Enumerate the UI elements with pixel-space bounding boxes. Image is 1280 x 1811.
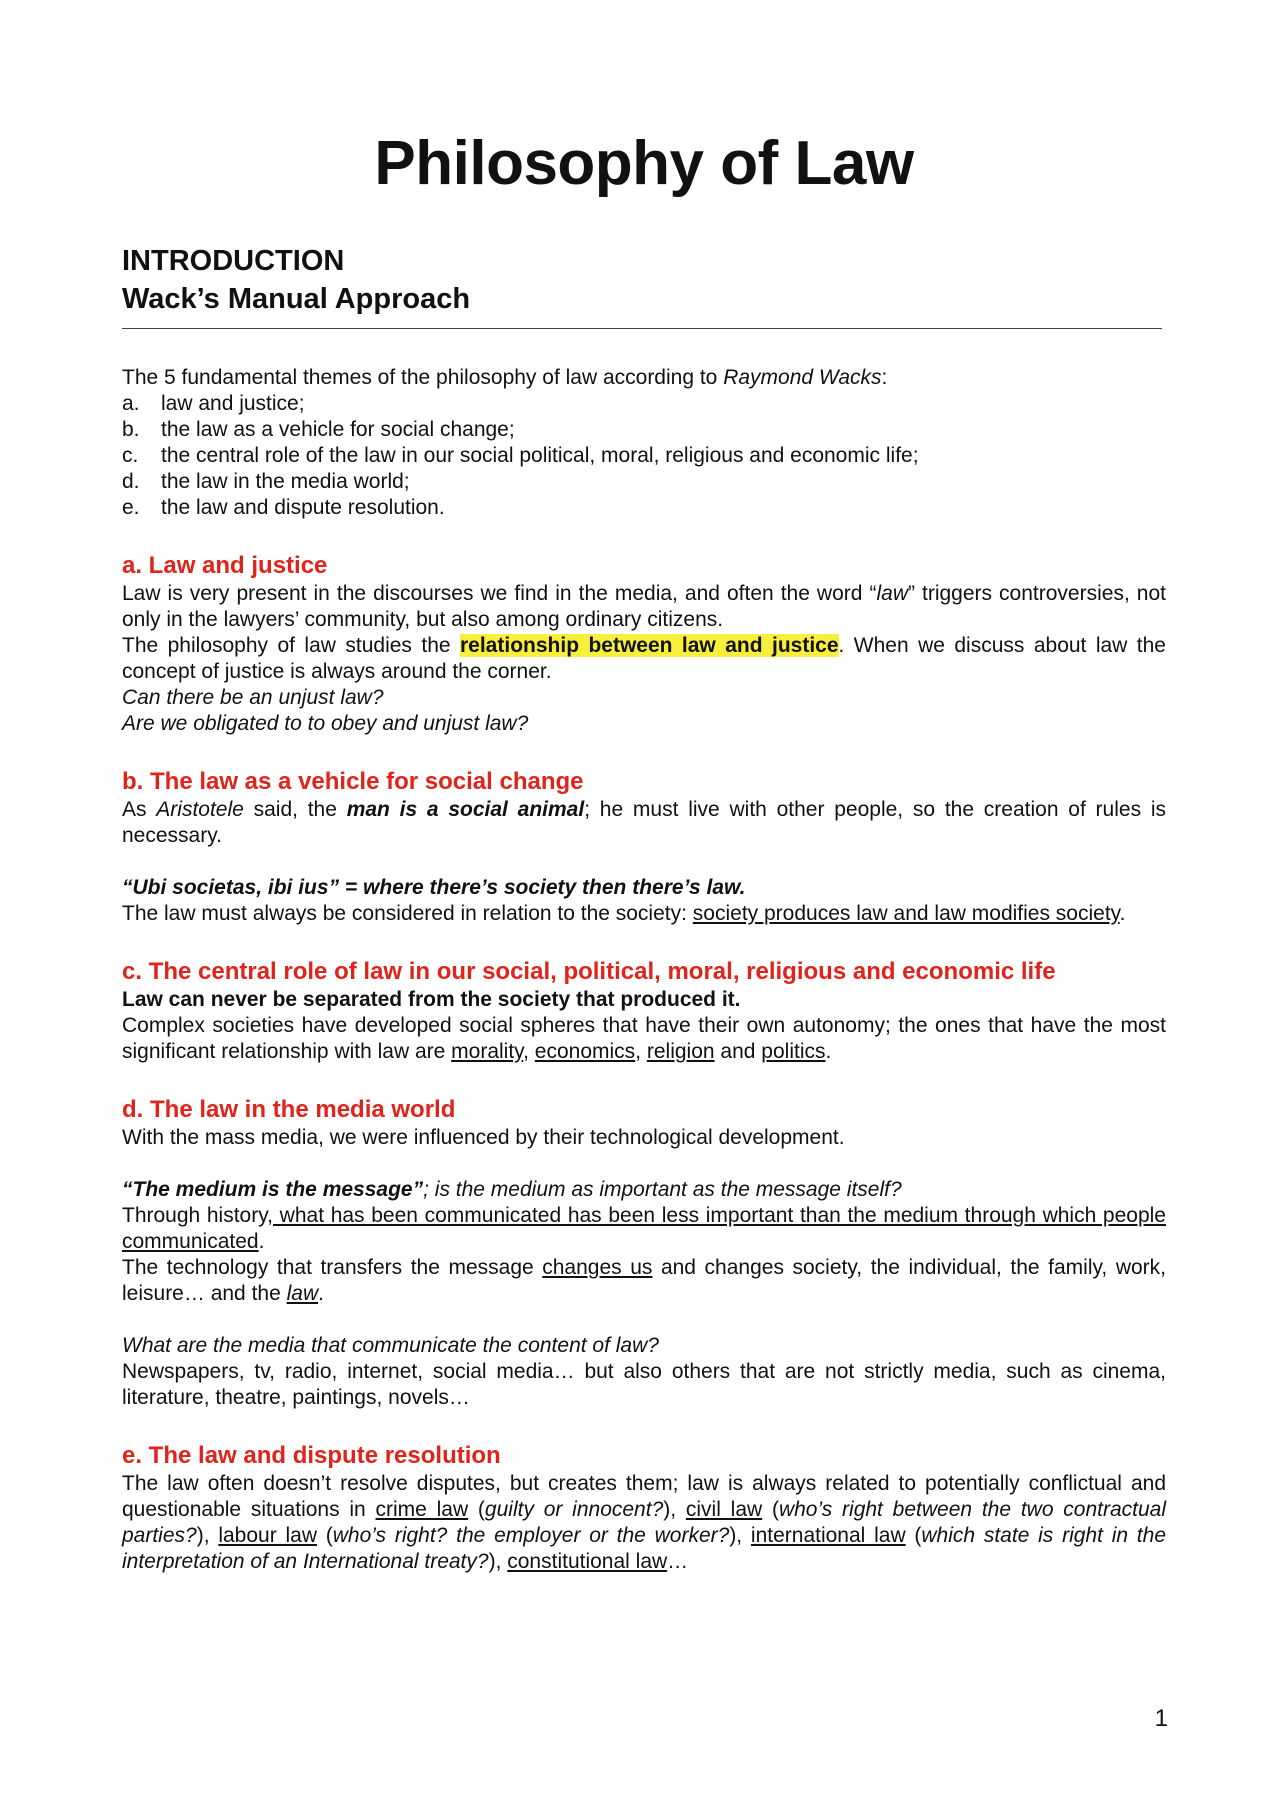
section-law-and-justice: [122, 551, 1166, 737]
list-item: [122, 469, 1166, 495]
section-dispute-resolution: [122, 1441, 1166, 1575]
underlined-text: economics: [534, 1040, 636, 1063]
text: As: [122, 798, 157, 821]
text-italic: guilty or innocent?: [484, 1498, 664, 1521]
text: Ubi societas, ibi ius: [132, 876, 329, 899]
approach-heading: Wack’s Manual Approach: [122, 283, 471, 315]
introduction-heading: INTRODUCTION: [122, 245, 345, 277]
text: said, the: [243, 798, 347, 821]
question: Are we obligated to to obey and unjust law?: [122, 712, 529, 735]
text: (: [762, 1498, 779, 1521]
intro-lead-text: The 5 fundamental themes of the philosophy of law according to: [122, 366, 724, 389]
intro-author: Raymond Wacks: [723, 366, 882, 389]
divider: [122, 328, 1162, 329]
underlined-text: politics: [761, 1040, 826, 1063]
underlined-text: crime law: [375, 1498, 469, 1521]
text: .: [318, 1282, 324, 1305]
text: ),: [196, 1524, 219, 1547]
list-marker: e.: [122, 496, 140, 519]
paragraph: [122, 1013, 1166, 1065]
text: The law must always be considered in relation to the society:: [122, 902, 693, 925]
text: ,: [523, 1040, 535, 1063]
text: …: [667, 1550, 689, 1573]
section-central-role: [122, 957, 1166, 1065]
text: Law is very present in the discourses we find in the media, and often the word “: [122, 582, 877, 605]
question: Can there be an unjust law?: [122, 686, 384, 709]
section-heading: b. The law as a vehicle for social change: [122, 768, 584, 795]
section-heading: c. The central role of law in our social, political, moral, religious and economic life: [122, 958, 1056, 985]
list-item: [122, 417, 1166, 443]
text-bold: “The medium is the message”: [122, 1178, 424, 1201]
text: ” = where there’s society then there’s law.: [328, 876, 746, 899]
highlighted-text: relationship between law and justice: [460, 634, 839, 657]
bold-statement: Law can never be separated from the society that produced it.: [122, 988, 741, 1011]
text: Through history,: [122, 1204, 274, 1227]
underlined-text: civil law: [685, 1498, 763, 1521]
text: and: [714, 1040, 762, 1063]
document-page: [122, 0, 1166, 1575]
section-heading: a. Law and justice: [122, 552, 328, 579]
paragraph: [122, 633, 1166, 685]
text: (: [905, 1524, 922, 1547]
underlined-text: labour law: [218, 1524, 317, 1547]
text: ,: [635, 1040, 647, 1063]
list-item-text: the law and dispute resolution.: [161, 496, 445, 519]
list-item-text: the law in the media world;: [161, 470, 410, 493]
text: The philosophy of law studies the: [122, 634, 460, 657]
text-italic: who’s right between the two contractual parties?: [122, 1498, 1167, 1547]
text: The technology that transfers the message: [122, 1256, 543, 1279]
text: ),: [663, 1498, 686, 1521]
list-item-text: the law as a vehicle for social change;: [161, 418, 515, 441]
list-item-text: law and justice;: [161, 392, 305, 415]
underlined-text: what has been communicated has been less important than the medium through which people communicated: [122, 1204, 1166, 1253]
underlined-text: religion: [646, 1040, 715, 1063]
text-italic: which state is right in the interpretation of an International treaty?: [122, 1524, 1166, 1573]
list-item-text: the central role of the law in our social political, moral, religious and economic life;: [161, 444, 919, 467]
underlined-italic-text: law: [286, 1282, 319, 1305]
text: Complex societies have developed social spheres that have their own autonomy; the ones that have the most significant relationship with law are: [122, 1014, 1166, 1063]
list-item: [122, 495, 1166, 521]
text: and changes society, the individual, the family, work, leisure… and the: [122, 1256, 1166, 1305]
paragraph: [122, 1203, 1166, 1255]
text-italic: Aristotele: [156, 798, 244, 821]
list-marker: b.: [122, 418, 140, 441]
question: What are the media that communicate the content of law?: [122, 1334, 659, 1357]
text: (: [468, 1498, 485, 1521]
list-item: [122, 443, 1166, 469]
text-italic: who’s right? the employer or the worker?: [332, 1524, 730, 1547]
list-item: [122, 391, 1166, 417]
list-marker: c.: [122, 444, 139, 467]
document-title: Philosophy of Law: [374, 129, 914, 198]
text: ),: [729, 1524, 751, 1547]
text: .: [825, 1040, 832, 1063]
text: (: [316, 1524, 333, 1547]
text: .: [1119, 902, 1126, 925]
page-number: 1: [1154, 1705, 1168, 1732]
paragraph: With the mass media, we were influenced by their technological development.: [122, 1126, 845, 1149]
list-marker: a.: [122, 392, 140, 415]
underlined-text: changes us: [542, 1256, 653, 1279]
intro-lead: [122, 365, 1166, 391]
text: .: [258, 1230, 265, 1253]
latin-quote: [122, 875, 1166, 901]
list-marker: d.: [122, 470, 140, 493]
underlined-text: constitutional law: [507, 1550, 668, 1573]
text: The law often doesn’t resolve disputes, but creates them; law is always related to potentially conflictual and questionable situations in: [122, 1472, 1166, 1521]
text-bold-italic: man is a social animal: [346, 798, 585, 821]
text: . When we discuss about law the concept of justice is always around the corner.: [122, 634, 1166, 683]
paragraph: Newspapers, tv, radio, internet, social media… but also others that are not strictly media, such as cinema, literature, theatre, paintings, novels…: [122, 1360, 1166, 1409]
paragraph: [122, 581, 1166, 633]
underlined-text: society produces law and law modifies society: [692, 902, 1120, 925]
paragraph: [122, 1255, 1166, 1307]
underlined-text: morality: [451, 1040, 524, 1063]
text: ; is the medium as important as the message itself?: [423, 1178, 902, 1201]
intro-section: [122, 365, 1166, 521]
underlined-text: international law: [750, 1524, 906, 1547]
themes-list: [122, 391, 1166, 521]
paragraph: [122, 797, 1166, 849]
section-media-world: [122, 1095, 1166, 1411]
medium-quote: [122, 1177, 1166, 1203]
intro-lead-end: :: [881, 366, 888, 389]
text-italic: law: [876, 582, 908, 605]
paragraph: [122, 901, 1166, 927]
text: “: [122, 876, 133, 899]
section-heading: d. The law in the media world: [122, 1096, 456, 1123]
text: ” triggers controversies, not only in the lawyers’ community, but also among ordinary citizens.: [122, 582, 1166, 631]
section-social-change: [122, 767, 1166, 927]
text: ; he must live with other people, so the creation of rules is necessary.: [122, 798, 1167, 847]
text: ),: [488, 1550, 508, 1573]
section-heading: e. The law and dispute resolution: [122, 1442, 501, 1469]
paragraph: [122, 1471, 1166, 1575]
